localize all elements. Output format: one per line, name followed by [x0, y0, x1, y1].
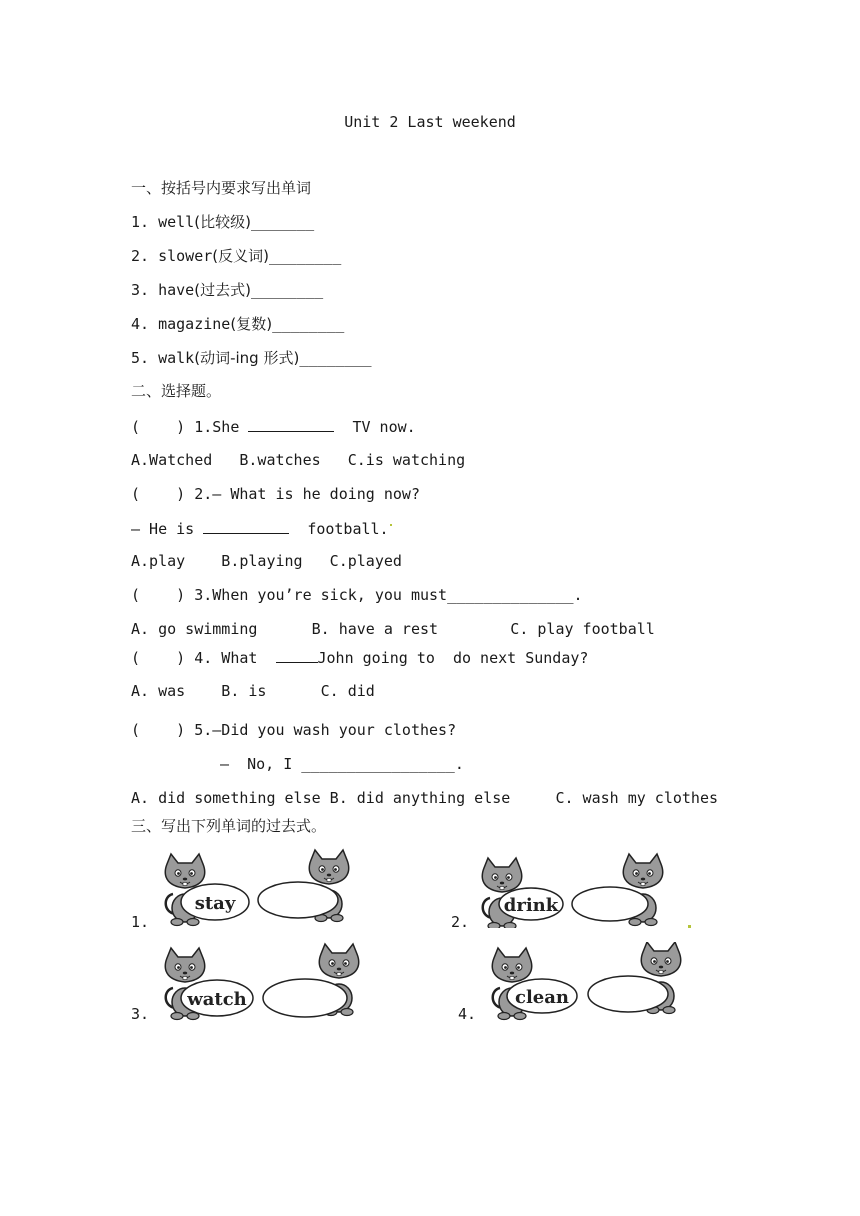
q5-stem [131, 720, 456, 740]
answer-bubble[interactable] [572, 887, 648, 921]
item-hint: (过去式) [194, 281, 251, 299]
q5-lead: 5.–Did you wash your clothes? [194, 721, 457, 739]
answer-blank[interactable]: ________ [272, 315, 345, 333]
q3-lead: 3.When you’re sick, you must [194, 586, 448, 604]
q2-answer-lead: — He is [131, 520, 195, 538]
answer-blank[interactable]: ________ [250, 281, 324, 299]
q2-stem [131, 484, 420, 504]
q3-end: . [573, 586, 583, 604]
item-hint: (动词-ing 形式) [194, 349, 300, 367]
q2-answer-line [131, 518, 389, 539]
s1-item-5 [131, 348, 372, 368]
stray-mark [390, 524, 392, 526]
bubble-word: stay [194, 893, 236, 914]
q3-blank[interactable]: ______________ [447, 586, 574, 604]
answer-paren[interactable]: ( ) [131, 485, 186, 503]
q5-answer-lead: – No, I [220, 755, 293, 773]
s3-item-number: 4. [458, 1005, 477, 1023]
q5-options: A. did something else B. did anything else C. wash my clothes [131, 789, 718, 807]
q2-blank[interactable] [203, 518, 289, 534]
q4-lead: 4. What [194, 649, 258, 667]
q4-stem [131, 647, 588, 668]
cat-word-pair-stay [155, 848, 365, 928]
q4-blank[interactable] [276, 647, 318, 663]
q3-stem [131, 585, 583, 605]
q2-options: A.play B.playing C.played [131, 552, 402, 570]
stray-mark [688, 925, 691, 928]
cat-word-pair-drink [474, 852, 684, 928]
q1-lead: 1.She [194, 418, 240, 436]
s1-item-4 [131, 314, 344, 334]
item-number: 1. [131, 213, 150, 231]
cat-word-pair-watch [155, 942, 370, 1022]
q5-end: . [454, 755, 464, 773]
cat-word-pair-clean [482, 942, 697, 1022]
q1-blank[interactable] [248, 416, 334, 432]
answer-blank[interactable]: ________ [299, 349, 372, 367]
s1-item-2 [131, 246, 341, 266]
answer-bubble[interactable] [258, 882, 338, 918]
q1-stem [131, 416, 416, 437]
section3-heading: 三、写出下列单词的过去式。 [131, 817, 327, 835]
q1-tail: TV now. [352, 418, 416, 436]
item-word: walk [158, 349, 195, 367]
s3-item-number: 1. [131, 913, 150, 931]
s1-item-3 [131, 280, 323, 300]
item-number: 4. [131, 315, 150, 333]
s3-item-number: 3. [131, 1005, 150, 1023]
answer-paren[interactable]: ( ) [131, 418, 186, 436]
bubble-word: watch [187, 989, 247, 1010]
answer-blank[interactable]: _______ [250, 213, 315, 231]
q4-options: A. was B. is C. did [131, 682, 375, 700]
section2-heading: 二、选择题。 [131, 382, 222, 400]
item-hint: (比较级) [194, 213, 251, 231]
answer-paren[interactable]: ( ) [131, 649, 186, 667]
item-hint: (复数) [230, 315, 273, 333]
s1-item-1 [131, 212, 314, 232]
item-word: slower [158, 247, 213, 265]
item-word: well [158, 213, 195, 231]
answer-paren[interactable]: ( ) [131, 586, 186, 604]
q5-answer-line [220, 754, 464, 774]
q4-tail: John going to do next Sunday? [317, 649, 589, 667]
answer-paren[interactable]: ( ) [131, 721, 186, 739]
item-hint: (反义词) [212, 247, 269, 265]
bubble-word: clean [515, 987, 569, 1008]
q2-lead: 2.— What is he doing now? [194, 485, 420, 503]
page-title: Unit 2 Last weekend [344, 113, 516, 131]
s3-item-number: 2. [451, 913, 470, 931]
item-number: 5. [131, 349, 150, 367]
item-number: 3. [131, 281, 150, 299]
answer-bubble[interactable] [263, 979, 347, 1017]
answer-blank[interactable]: ________ [269, 247, 342, 265]
item-word: magazine [158, 315, 231, 333]
bubble-word: drink [503, 895, 559, 916]
q5-blank[interactable]: _________________ [301, 755, 455, 773]
q2-answer-tail: football. [307, 520, 389, 538]
item-number: 2. [131, 247, 150, 265]
item-word: have [158, 281, 195, 299]
q3-options: A. go swimming B. have a rest C. play football [131, 620, 655, 638]
q1-options: A.Watched B.watches C.is watching [131, 451, 466, 469]
answer-bubble[interactable] [588, 976, 668, 1012]
section1-heading: 一、按括号内要求写出单词 [131, 179, 312, 197]
